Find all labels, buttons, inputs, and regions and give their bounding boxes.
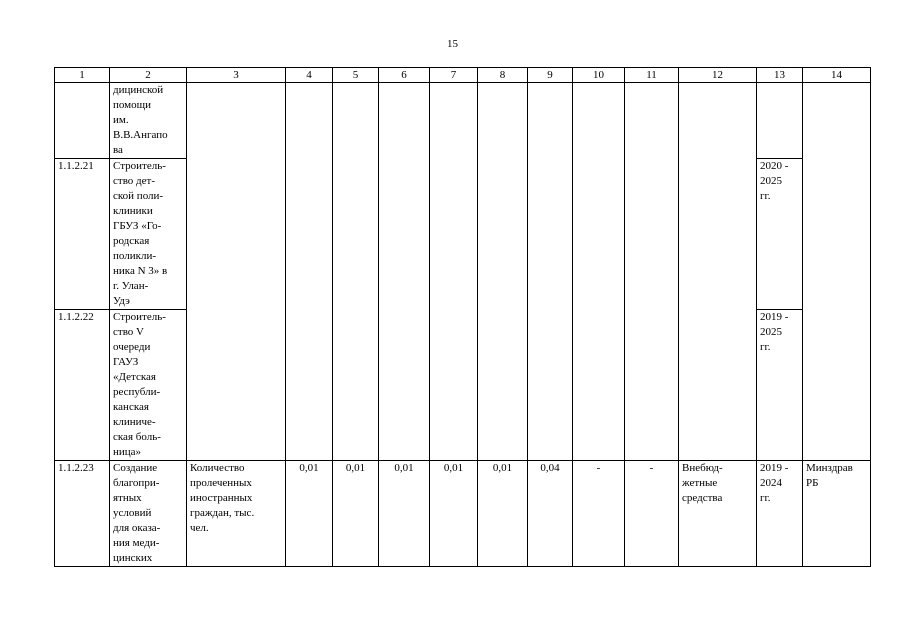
cell-code: 1.1.2.22 [55, 310, 110, 461]
cell-empty-7 [430, 83, 478, 461]
col-header-5: 5 [333, 68, 379, 83]
cell-empty-6 [379, 83, 430, 461]
cell-empty-12 [679, 83, 757, 461]
header-row [55, 68, 871, 83]
cell-empty-11 [625, 83, 679, 461]
col-header-3: 3 [187, 68, 286, 83]
cell-indicator-empty [187, 83, 286, 461]
cell-code: 1.1.2.21 [55, 159, 110, 310]
col-header-2: 2 [110, 68, 187, 83]
cell-code-empty [55, 83, 110, 159]
cell-funding-source: Внебюд- жетные средства [679, 461, 757, 567]
cell-period-empty [757, 83, 803, 159]
cell-code: 1.1.2.23 [55, 461, 110, 567]
cell-empty-8 [478, 83, 528, 461]
col-header-12: 12 [679, 68, 757, 83]
cell-value-10: - [573, 461, 625, 567]
cell-value-7: 0,01 [430, 461, 478, 567]
cell-empty-5 [333, 83, 379, 461]
cell-name: Строитель- ство V очереди ГАУЗ «Детская республи- канская клиниче- ская боль- ница» [110, 310, 187, 461]
cell-name: Строитель- ство дет- ской поли- клиники ГБУЗ «Го- родская поликли- ника N 3» в г. Улан- Удэ [110, 159, 187, 310]
cell-empty-14 [803, 83, 871, 461]
cell-value-9: 0,04 [528, 461, 573, 567]
col-header-4: 4 [286, 68, 333, 83]
cell-period: 2019 - 2025 гг. [757, 310, 803, 461]
col-header-14: 14 [803, 68, 871, 83]
cell-value-8: 0,01 [478, 461, 528, 567]
col-header-7: 7 [430, 68, 478, 83]
cell-empty-10 [573, 83, 625, 461]
cell-value-5: 0,01 [333, 461, 379, 567]
cell-indicator: Количество пролеченных иностранных граждан, тыс. чел. [187, 461, 286, 567]
cell-name: дицинской помощи им. В.В.Ангапо ва [110, 83, 187, 159]
col-header-1: 1 [55, 68, 110, 83]
cell-name: Создание благопри- ятных условий для оказа- ния меди- цинских [110, 461, 187, 567]
cell-value-4: 0,01 [286, 461, 333, 567]
col-header-8: 8 [478, 68, 528, 83]
cell-period: 2019 - 2024 гг. [757, 461, 803, 567]
col-header-10: 10 [573, 68, 625, 83]
cell-value-11: - [625, 461, 679, 567]
table-row-continuation [55, 83, 871, 159]
col-header-11: 11 [625, 68, 679, 83]
cell-executor: Минздрав РБ [803, 461, 871, 567]
col-header-9: 9 [528, 68, 573, 83]
cell-empty-4 [286, 83, 333, 461]
table-row-1-1-2-23 [55, 461, 871, 567]
program-table [54, 67, 871, 567]
col-header-6: 6 [379, 68, 430, 83]
page-number: 15 [447, 38, 458, 50]
col-header-13: 13 [757, 68, 803, 83]
cell-empty-9 [528, 83, 573, 461]
cell-period: 2020 - 2025 гг. [757, 159, 803, 310]
cell-value-6: 0,01 [379, 461, 430, 567]
